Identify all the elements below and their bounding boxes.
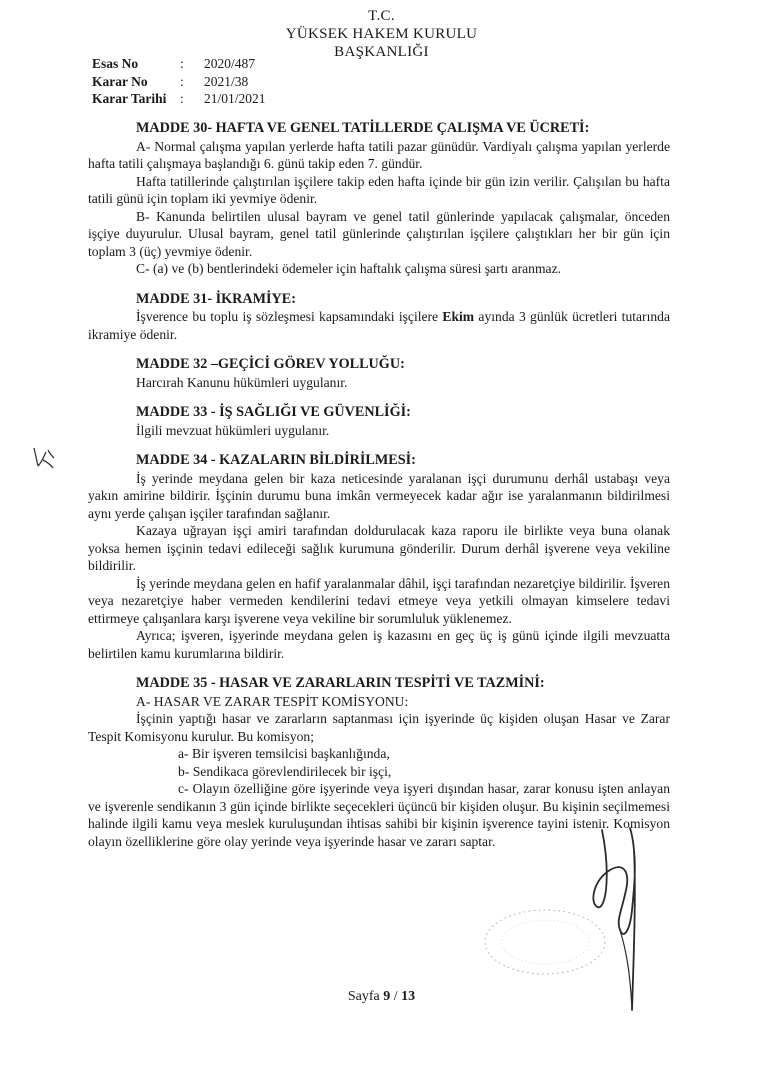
article-34-text-4: Ayrıca; işveren, işyerinde meydana gelen iş kazasını en geç üç iş günü içinde ilgili mevzuatta belirtilen kamu kurumlarına bildirir. xyxy=(88,628,670,661)
article-35-text-2: c- Olayın özelliğine göre işyerinde veya işyeri dışından hasar, zarar konusu işten anlayan ve işverenle sendikanın 3 gün içinde birlikte seçecekleri üçüncü bir kişiden oluşur. Bu kişinin seçilmemesi halinde ilgili kamu veya meslek kuruluşundan ihtisas sahibi bir kişinin işverence tayini istenir. Komisyon olayın özelliklerine göre olay yerinde veya işyerinde hasar ve zararı saptar. xyxy=(88,781,670,849)
official-stamp xyxy=(470,900,620,980)
article-34-text-1: İş yerinde meydana gelen bir kaza neticesinde yaralanan işçi durumunu derhâl ustabaşı veya yakın amirine bildirir. İşçinin durumu buna imkân vermeyecek kadar ağır ise yaralanmanın bildirilmesi aynı yerde çalışan işçiler tarafından sağlanır. xyxy=(88,470,670,521)
article-35-para-1 xyxy=(88,710,670,745)
margin-initial-mark xyxy=(28,444,58,472)
page-total: 13 xyxy=(401,989,416,1004)
article-31-para xyxy=(88,308,670,343)
article-31-text-b: ayında 3 günlük ücretleri tutarında ikramiye ödenir. xyxy=(88,309,670,342)
meta-sep: : xyxy=(180,56,184,71)
article-35-text-1: İşçinin yaptığı hasar ve zararların saptanması için işyerinde üç kişiden oluşan Hasar ve Zarar Tespit Komisyonu kurulur. Bu komisyon; xyxy=(88,711,670,744)
article-30-text-a: A- Normal çalışma yapılan yerlerde hafta tatili pazar günüdür. Vardiyalı çalışma yapılan yerlerde hafta tatili çalışmaya başlandığı 6. günü takip eden 7. gündür. xyxy=(88,138,670,171)
header-institution: YÜKSEK HAKEM KURULU xyxy=(285,26,478,42)
meta-value: 21/01/2021 xyxy=(204,91,266,106)
meta-sep: : xyxy=(180,73,184,89)
meta-value: 2020/487 xyxy=(204,56,256,71)
article-30-para-2 xyxy=(88,173,670,208)
article-33-para xyxy=(88,422,670,440)
article-31-text-a: İşverence bu toplu iş sözleşmesi kapsamındaki işçilere xyxy=(136,309,443,324)
meta-sep: : xyxy=(180,91,184,106)
article-30-para-c xyxy=(88,260,670,278)
article-31-text-bold: Ekim xyxy=(442,309,475,324)
article-34-para-2 xyxy=(88,522,670,575)
page-sep: / xyxy=(390,989,402,1004)
article-32-title: MADDE 32 –GEÇİCİ GÖREV YOLLUĞU: xyxy=(136,356,405,372)
article-30-text-b: B- Kanunda belirtilen ulusal bayram ve genel tatil günlerinde yapılacak çalışmalar, önceden işçiye duyurulur. Ulusal bayram, genel tatil günlerinde çalıştırılan işçilere çalıştıkları her bir gün için toplam 3 (üç) yevmiye ödenir. xyxy=(88,208,670,259)
article-30-text-c: C- (a) ve (b) bentlerindeki ödemeler için haftalık çalışma süresi şartı aranmaz. xyxy=(136,261,562,276)
meta-key: Karar Tarihi xyxy=(92,91,167,106)
article-30-text-2: Hafta tatillerinde çalıştırılan işçilere takip eden hafta içinde bir gün izin verilir. Çalışılan bu hafta tatili günü için toplam iki yevmiye ödenir. xyxy=(88,173,670,206)
article-34-para-4 xyxy=(88,627,670,662)
page-footer xyxy=(0,989,763,1005)
article-34-text-2: Kazaya uğrayan işçi amiri tarafından doldurulacak kaza raporu ile birlikte veya buna olanak yoksa hemen işçinin tedavi edileceği sağlık kurumuna gönderilir. Durum derhâl işverene veya vekiline bildirilir. xyxy=(88,523,670,573)
meta-value: 2021/38 xyxy=(204,73,249,89)
meta-key: Karar No xyxy=(92,73,148,89)
article-32-para xyxy=(88,374,670,392)
article-30-para-a xyxy=(88,138,670,173)
article-30-para-b xyxy=(88,208,670,261)
page-label: Sayfa xyxy=(347,989,384,1004)
article-33-title: MADDE 33 - İŞ SAĞLIĞI VE GÜVENLİĞİ: xyxy=(136,404,411,420)
article-33-text: İlgili mevzuat hükümleri uygulanır. xyxy=(136,422,330,438)
article-31-title: MADDE 31- İKRAMİYE: xyxy=(136,290,296,307)
meta-row-esas xyxy=(92,55,266,73)
article-35-item-b: b- Sendikaca görevlendirilecek bir işçi, xyxy=(178,763,392,779)
article-35-title: MADDE 35 - HASAR VE ZARARLARIN TESPİTİ VE TAZMİNİ: xyxy=(136,675,545,691)
header-tc: T.C. xyxy=(368,8,395,24)
meta-row-karar xyxy=(92,73,266,91)
meta-key: Esas No xyxy=(92,56,139,71)
header-department: BAŞKANLIĞI xyxy=(334,44,429,60)
article-34-text-3: İş yerinde meydana gelen en hafif yaralanmalar dâhil, işçi tarafından nezaretçiye bildirilir. İşveren veya nezaretçiye haber vermeden kendilerini tedavi etmeye veya yetkili olmayan kimselere tedavi ettirmeye çalışanlara karşı işverene veya vekiline bir sorumluluk yüklenemez. xyxy=(88,575,670,626)
case-meta xyxy=(92,55,266,108)
article-34-title: MADDE 34 - KAZALARIN BİLDİRİLMESİ: xyxy=(136,452,416,468)
page-current: 9 xyxy=(383,989,391,1004)
article-35-subheading: A- HASAR VE ZARAR TESPİT KOMİSYONU: xyxy=(136,693,409,709)
article-34-para-3 xyxy=(88,575,670,628)
article-34-para-1 xyxy=(88,470,670,523)
document-body xyxy=(88,120,670,850)
article-30-title: MADDE 30- HAFTA VE GENEL TATİLLERDE ÇALIŞMA VE ÜCRETİ: xyxy=(136,120,590,136)
article-32-text: Harcırah Kanunu hükümleri uygulanır. xyxy=(136,374,348,390)
article-35-item-a: a- Bir işveren temsilcisi başkanlığında, xyxy=(178,746,390,761)
meta-row-tarih xyxy=(92,90,266,108)
